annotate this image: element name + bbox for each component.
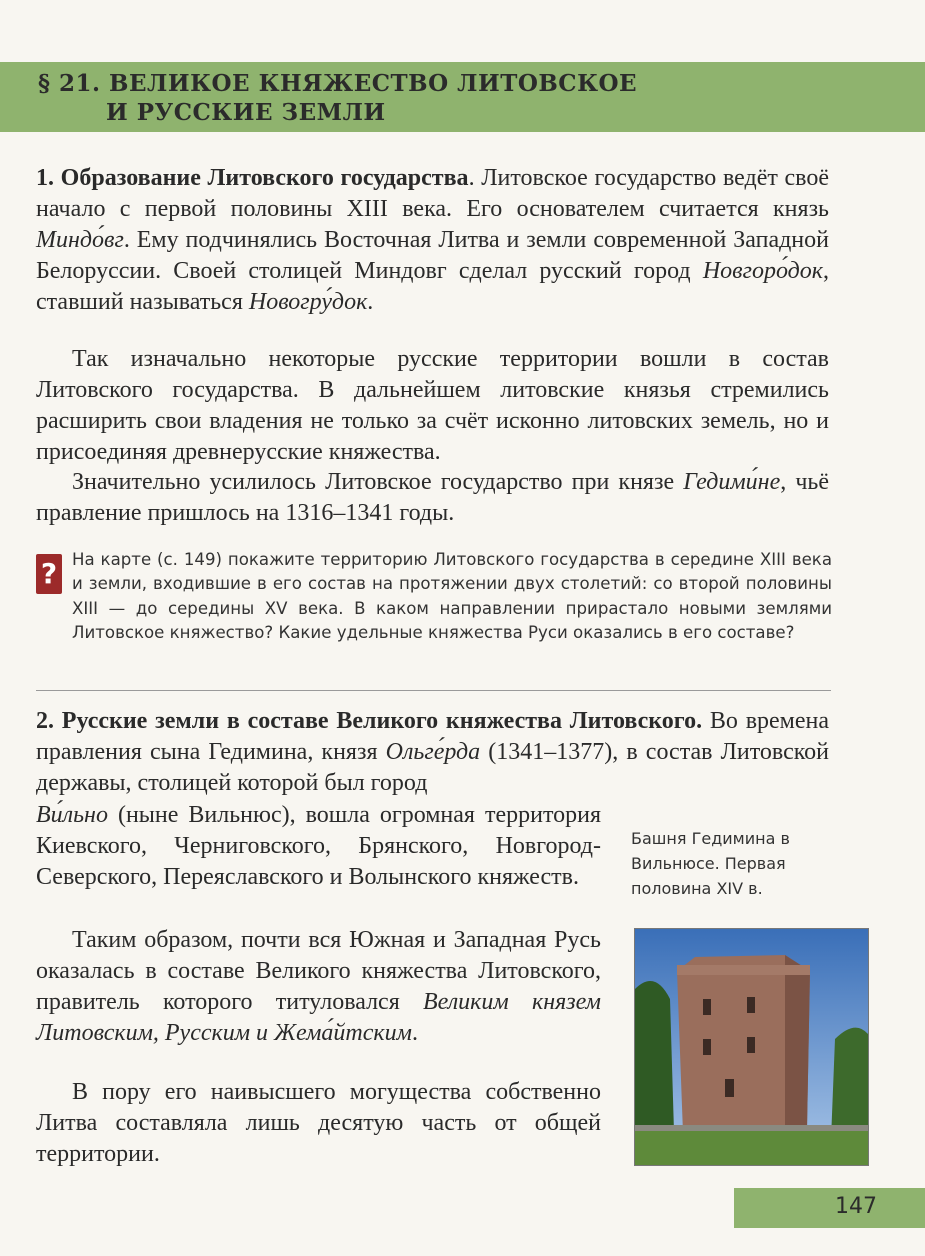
question-text: На карте (с. 149) покажите территорию Литовского государства в середине XIII века и земли, входившие в его состав на протяжении двух столетий: со второй половины XIII — до середины XV века. В каком направлении прирастало новыми землями Литовское княжество? Какие удельные княжества Руси оказались в его составе? [72, 550, 832, 643]
chapter-title-line-2: И РУССКИЕ ЗЕМЛИ [106, 99, 386, 126]
term-novogrudok: Новогру́док [248, 289, 368, 315]
section2-paragraph1: 2. Русские земли в составе Великого княжества Литовского. Во времена правления сына Гедимина, князя Ольге́рда (1341–1377), в состав Литовской державы, столицей которой был город [36, 708, 830, 796]
tower-illustration [635, 929, 868, 1165]
chapter-header-band [0, 62, 925, 132]
term-grand-duke-title: Великим князем Литовским, Русским и Жема́йтским [36, 989, 601, 1046]
gediminas-tower-photo [634, 928, 869, 1166]
section2-paragraph2: Таким образом, почти вся Южная и Западная Русь оказалась в составе Великого княжества Литовского, правитель которого титуловался Великим князем Литовским, Русским и Жема́йтским. [36, 927, 601, 1046]
section1-heading: 1. Образование Литовского государства [36, 165, 469, 191]
term-vilno: Ви́льно [36, 802, 108, 828]
section2-heading: 2. Русские земли в составе Великого княжества Литовского. [36, 708, 703, 734]
page-number-tab [734, 1188, 925, 1228]
section1-paragraph1: 1. Образование Литовского государства. Литовское государство ведёт своё начало с первой половины XIII века. Его основателем считается князь Миндо́вг. Ему подчинялись Восточная Литва и земли современной Западной Белоруссии. Своей столицей Миндовг сделал русский город Новгоро́док, ставший называться Новогру́док. [36, 165, 830, 315]
section2-paragraph1-continued: Ви́льно (ныне Вильнюс), вошла огромная территория Киевского, Черниговского, Брянского, Новгород-Северского, Переяславского и Волынского княжеств. [36, 802, 601, 890]
section2-paragraph3: В пору его наивысшего могущества собственно Литва составляла лишь десятую часть от общей территории. [36, 1079, 601, 1167]
question-block [36, 548, 831, 688]
chapter-title-line-1: § 21. ВЕЛИКОЕ КНЯЖЕСТВО ЛИТОВСКОЕ [38, 70, 638, 97]
divider [36, 690, 831, 691]
section1-paragraph2: Так изначально некоторые русские территории вошли в состав Литовского государства. В дальнейшем литовские князья стремились расширить свои владения не только за счёт исконно литовских земель, но и присоединяя древнерусские княжества. [36, 346, 829, 465]
term-novgorodok: Новгоро́док [702, 258, 823, 284]
question-mark-icon: ? [36, 554, 62, 594]
term-olgerd: Ольге́рда [385, 739, 481, 765]
figure-caption: Башня Гедимина в Вильнюсе. Первая половина XIV в. [631, 829, 790, 898]
term-gedimin: Гедими́не [683, 469, 781, 495]
term-mindovg: Миндо́вг [36, 227, 124, 253]
page-number: 147 [835, 1194, 877, 1219]
section1-paragraph3: Значительно усилилось Литовское государство при князе Гедими́не, чьё правление пришлось на 1316–1341 годы. [36, 469, 830, 526]
